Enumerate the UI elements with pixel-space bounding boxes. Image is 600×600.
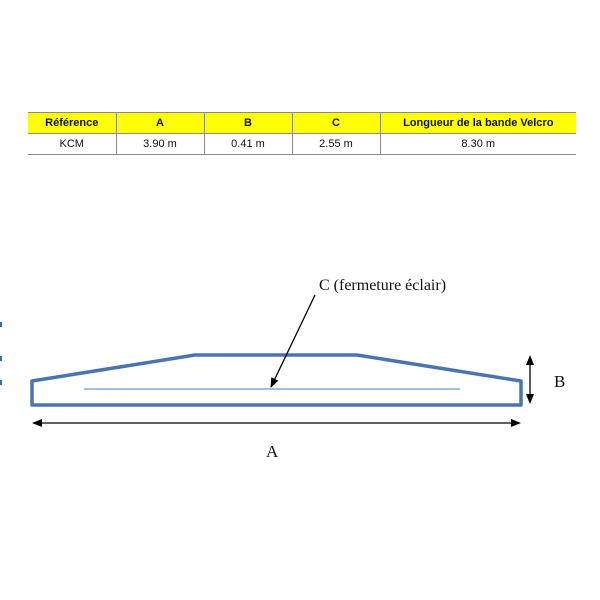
label-c: C (fermeture éclair) (319, 277, 447, 294)
header-velcro-length: Longueur de la bande Velcro (380, 113, 576, 134)
cell-velcro-length: 8.30 m (380, 134, 576, 155)
zipper-pointer-arrow (271, 295, 315, 387)
dimension-b-top-arrowhead (526, 355, 534, 365)
header-b: B (204, 113, 292, 134)
header-c: C (292, 113, 380, 134)
dimension-b-bottom-arrowhead (526, 394, 534, 404)
cover-outline (32, 355, 521, 405)
dimension-a-left-arrowhead (32, 419, 42, 427)
label-b: B (554, 372, 566, 391)
header-a: A (116, 113, 204, 134)
header-reference: Référence (28, 113, 116, 134)
cell-c: 2.55 m (292, 134, 380, 155)
label-a: A (266, 442, 279, 461)
cell-reference: KCM (28, 134, 116, 155)
cell-a: 3.90 m (116, 134, 204, 155)
cell-b: 0.41 m (204, 134, 292, 155)
dimension-a-right-arrowhead (511, 419, 521, 427)
